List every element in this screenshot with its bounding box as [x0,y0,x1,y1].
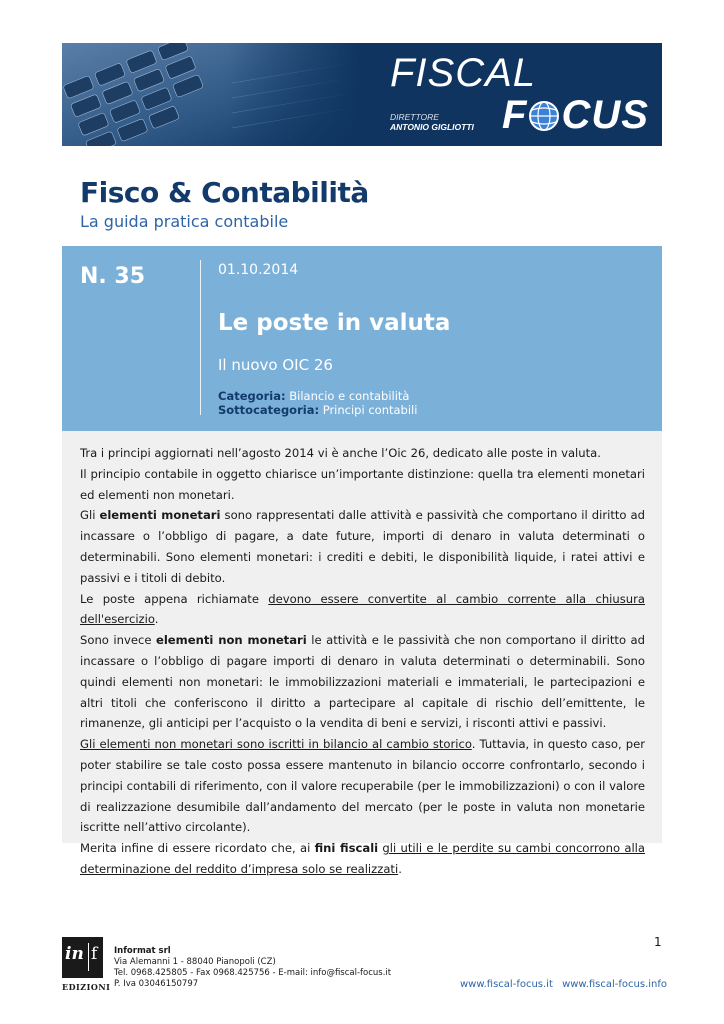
paragraph: Gli elementi monetari sono rappresentati dalle attività e passività che comportano il diritto ad incassare o l’obbligo di pagare, a date future, importi di denaro in valuta determinati o determinabili. Sono elementi monetari: i crediti e debiti, le disponibilità liquide, i ratei attivi e passivi e i titoli di debito. [80,508,645,585]
brand-fiscal: FISCAL [390,51,537,95]
article-text [80,443,645,880]
category-line [218,389,417,403]
company-contacts: Tel. 0968.425805 - Fax 0968.425756 - E-mail: info@fiscal-focus.it [114,968,392,978]
company-vat: P. Iva 03046150797 [114,979,199,989]
paragraph: Sono invece elementi non monetari le attività e le passività che non comportano il diritto ad incassare o l’obbligo di pagare importi di denaro in valuta determinati o determinabili. Sono quindi elementi non monetari: le immobilizzazioni materiali e immateriali, le partecipazioni e altri titoli che conferiscono il diritto a partecipare al capitale di rischio dell’emittente, le rimanenze, gli anticipi per l’acquisto o la vendita di beni e servizi, i risconti attivi e passivi. [80,633,645,731]
bold-term: elementi non monetari [155,633,307,648]
logo-caption: EDIZIONI [62,982,111,992]
paragraph: Merita infine di essere ricordato che, ai fini fiscali gli utili e le perdite su cambi concorrono alla determinazione del reddito d’impresa solo se realizzati. [80,841,646,876]
company-address: Via Alemanni 1 - 88040 Pianopoli (CZ) [114,957,276,967]
director-credit [390,112,474,132]
underlined-text: devono essere convertite al cambio corrente alla chiusura dell'esercizio [80,591,645,627]
director-name: ANTONIO GIGLIOTTI [390,122,474,132]
subcategory-label: Sottocategoria: [218,403,320,417]
article-categories [218,389,417,417]
director-label: DIRETTORE [390,112,439,122]
issue-number: N. 35 [80,264,146,289]
underlined-text: gli utili e le perdite su cambi concorrono alla determinazione del reddito d’impresa solo se realizzati [80,841,646,876]
brand-focus-cus: CUS [561,93,649,137]
logo-divider [88,943,89,971]
page-number: 1 [654,935,662,949]
company-name: Informat srl [114,946,171,956]
brand-focus [502,93,649,138]
website-link[interactable]: www.fiscal-focus.info [562,979,668,990]
company-info [114,946,391,990]
publisher-logo [62,937,103,978]
logo-f: f [91,944,98,964]
brand-focus-f: F [502,93,528,137]
publication-subtitle: La guida pratica contabile [80,212,289,231]
issue-header [62,246,662,431]
paragraph: Le poste appena richiamate devono essere convertite al cambio corrente alla chiusura dell'esercizio. [80,591,645,627]
website-link[interactable]: www.fiscal-focus.it [460,979,553,990]
paragraph: Gli elementi non monetari sono iscritti in bilancio al cambio storico. Tuttavia, in questo caso, per poter stabilire se tale costo possa essere mantenuto in bilancio occorre confrontarlo, secondo i principi contabili di riferimento, con il valore recuperabile (per le immobilizzazioni) o con il valore di realizzazione desumibile dall’andamento del mercato (per le poste in valuta non monetarie iscritte nell’attivo circolante). [80,737,645,835]
issue-divider [200,260,201,415]
article-subtitle: Il nuovo OIC 26 [218,356,333,374]
publication-title: Fisco & Contabilità [80,176,369,209]
category-label: Categoria: [218,389,286,403]
category-value: Bilancio e contabilità [289,389,410,403]
subcategory-value: Principi contabili [322,403,418,417]
bold-term: fini fiscali [314,841,379,856]
paragraph: Il principio contabile in oggetto chiarisce un’importante distinzione: quella tra elementi monetari ed elementi non monetari. [80,466,645,502]
globe-icon [528,100,560,132]
header-banner [62,43,662,146]
logo-in: in [65,944,84,964]
article-title: Le poste in valuta [218,310,451,336]
issue-date: 01.10.2014 [218,262,299,278]
article-body [62,431,662,876]
calculator-image [62,43,362,146]
subcategory-line [218,403,417,417]
footer-links [460,979,667,990]
bold-term: elementi monetari [99,508,221,523]
paragraph: Tra i principi aggiornati nell’agosto 2014 vi è anche l’Oic 26, dedicato alle poste in valuta. [80,446,601,460]
underlined-text: Gli elementi non monetari sono iscritti in bilancio al cambio storico [80,737,472,752]
